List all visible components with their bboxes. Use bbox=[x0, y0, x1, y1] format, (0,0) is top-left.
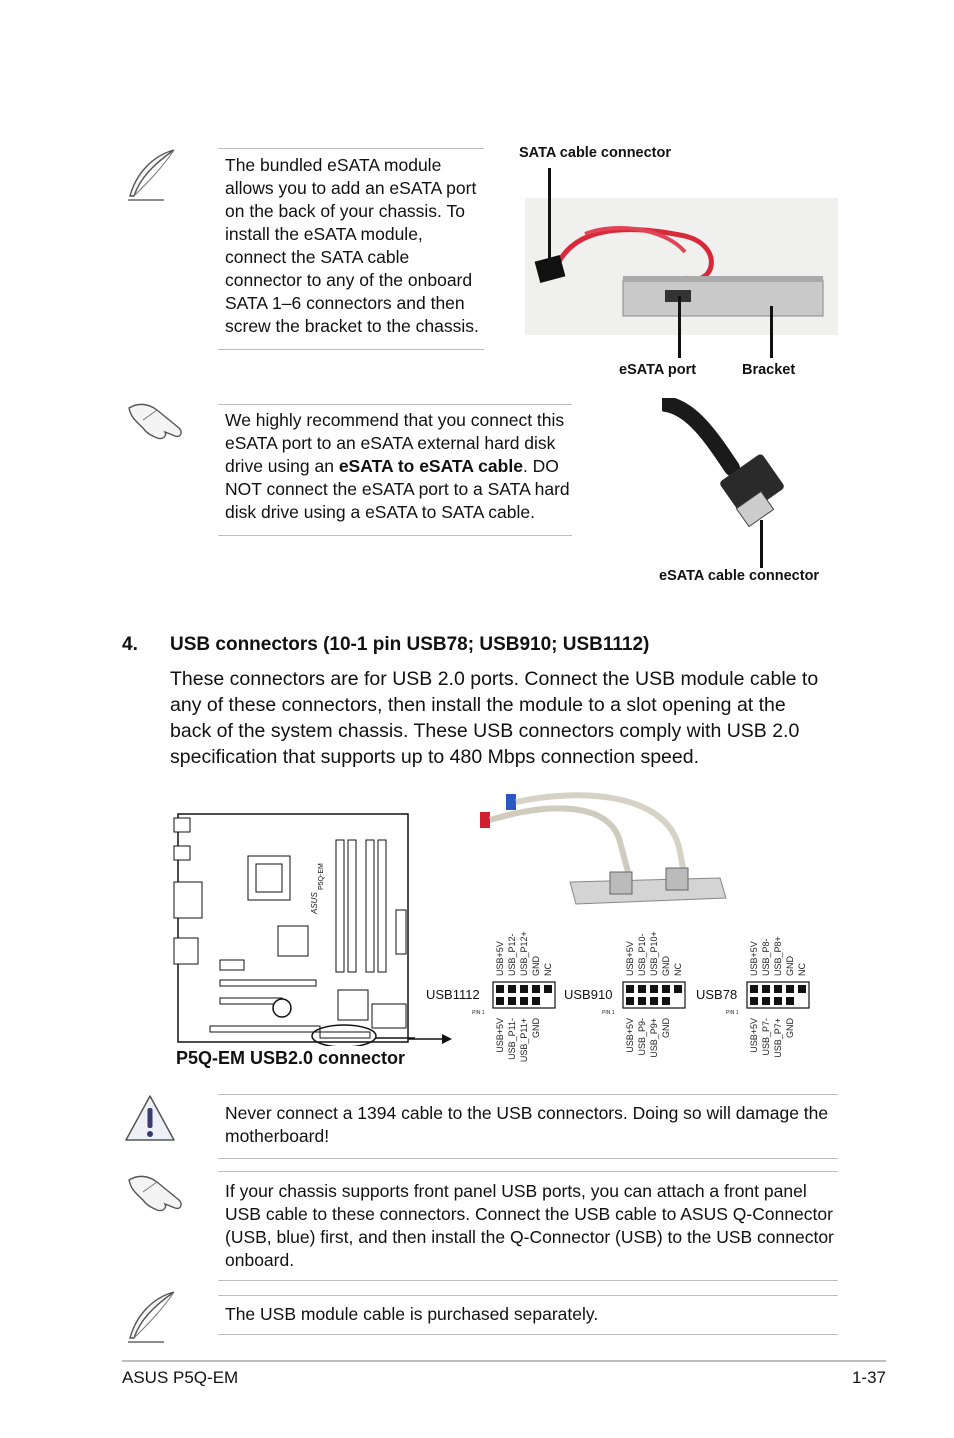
board-brand-label: ASUS bbox=[310, 892, 319, 914]
pin-label-top: GND bbox=[661, 956, 671, 976]
esata-cable-photo bbox=[662, 398, 802, 538]
label-sata-cable-connector: SATA cable connector bbox=[519, 145, 672, 161]
pin-label-top: GND bbox=[531, 956, 541, 976]
pin-top bbox=[626, 985, 634, 993]
pin-label-bottom: USB+5V bbox=[625, 1018, 635, 1053]
pin-top bbox=[638, 985, 646, 993]
connector-name: USB1112 bbox=[426, 987, 480, 1002]
pin-label-bottom: USB+5V bbox=[495, 1018, 505, 1053]
note-hand-icon bbox=[125, 398, 187, 444]
pin-top bbox=[496, 985, 504, 993]
usb-bracket-photo bbox=[470, 782, 735, 914]
pin-label-top: USB+5V bbox=[749, 941, 759, 976]
pin-top bbox=[798, 985, 806, 993]
pin-label-top: USB_P8- bbox=[761, 938, 771, 976]
note-warning: Never connect a 1394 cable to the USB connectors. Doing so will damage the motherboard! bbox=[225, 1103, 829, 1146]
note-recommend-part2: . DO NOT connect the eSATA port to a SATA hard disk drive using a eSATA to SATA cable. bbox=[225, 456, 570, 522]
note-recommend-bold: eSATA to eSATA cable bbox=[338, 456, 523, 476]
board-model-label: P5Q-EM bbox=[318, 863, 325, 890]
pin-top bbox=[650, 985, 658, 993]
pointer-esata-cable-connector bbox=[760, 520, 763, 568]
section-heading bbox=[122, 634, 649, 656]
pin-label-bottom: GND bbox=[531, 1018, 541, 1038]
pin-label-bottom: USB_P11+ bbox=[519, 1018, 529, 1063]
pin-label-top: NC bbox=[673, 963, 683, 976]
pin-top bbox=[774, 985, 782, 993]
usb-connector-diagrams bbox=[420, 918, 840, 1074]
pin-label-bottom: USB_P7- bbox=[761, 1018, 771, 1056]
pointer-bracket bbox=[770, 306, 773, 358]
pin-label-top: USB_P10+ bbox=[649, 931, 659, 976]
pin-bottom bbox=[496, 997, 504, 1005]
warning-icon bbox=[124, 1094, 176, 1144]
pin-label-top: USB_P12+ bbox=[519, 931, 529, 976]
footer-left: ASUS P5Q-EM bbox=[122, 1368, 239, 1387]
pin1-marker: PIN 1 bbox=[472, 1010, 485, 1016]
pin-label-top: USB_P12- bbox=[507, 933, 517, 976]
pin-top bbox=[508, 985, 516, 993]
pin-top bbox=[762, 985, 770, 993]
note-purchased: The USB module cable is purchased separately. bbox=[225, 1304, 599, 1324]
pin-label-top: NC bbox=[797, 963, 807, 976]
pin-bottom bbox=[520, 997, 528, 1005]
esata-bracket-photo bbox=[525, 198, 838, 335]
pin-bottom bbox=[638, 997, 646, 1005]
pin-label-top: USB+5V bbox=[495, 941, 505, 976]
note-recommend bbox=[225, 409, 571, 524]
pin-top bbox=[662, 985, 670, 993]
pin-top bbox=[750, 985, 758, 993]
pin-top bbox=[674, 985, 682, 993]
pin-bottom bbox=[508, 997, 516, 1005]
pin-label-bottom: USB_P9- bbox=[637, 1018, 647, 1056]
pin-bottom bbox=[626, 997, 634, 1005]
pin-bottom bbox=[774, 997, 782, 1005]
note-feather-icon bbox=[122, 148, 182, 206]
motherboard-diagram bbox=[170, 810, 415, 1046]
pin-bottom bbox=[762, 997, 770, 1005]
section-title: USB connectors (10-1 pin USB78; USB910; USB1112) bbox=[170, 634, 650, 655]
pin-top bbox=[532, 985, 540, 993]
pin-label-bottom: USB+5V bbox=[749, 1018, 759, 1053]
section-number: 4. bbox=[122, 634, 138, 655]
pin-label-top: USB_P10- bbox=[637, 933, 647, 976]
note-hand-icon-2 bbox=[125, 1170, 187, 1216]
pin-label-top: GND bbox=[785, 956, 795, 976]
pin-label-bottom: USB_P9+ bbox=[649, 1018, 659, 1058]
pin-top bbox=[520, 985, 528, 993]
connector-name: USB78 bbox=[696, 987, 738, 1002]
pin-bottom bbox=[662, 997, 670, 1005]
pin-label-top: USB+5V bbox=[625, 941, 635, 976]
pin1-marker: PIN 1 bbox=[726, 1010, 739, 1016]
label-esata-cable-connector: eSATA cable connector bbox=[659, 568, 820, 584]
pin-bottom bbox=[750, 997, 758, 1005]
pin-label-top: USB_P8+ bbox=[773, 936, 783, 976]
label-esata-port: eSATA port bbox=[619, 362, 697, 378]
pointer-esata-port bbox=[678, 296, 681, 358]
connector-name: USB910 bbox=[564, 987, 613, 1002]
note-esata-module: The bundled eSATA module allows you to add an eSATA port on the back of your chassis. To install the eSATA module, connect the SATA cable connector to any of the onboard SATA 1–6 connectors and then screw the bracket to the chassis. bbox=[225, 155, 479, 336]
note-feather-icon-2 bbox=[122, 1290, 182, 1348]
pin-top bbox=[786, 985, 794, 993]
pointer-sata-connector bbox=[548, 168, 551, 258]
pin1-marker: PIN 1 bbox=[602, 1010, 615, 1016]
section-body: These connectors are for USB 2.0 ports. Connect the USB module cable to any of these connectors, then install the module to a slot opening at the back of the system chassis. These USB connectors comply with USB 2.0 specification that supports up to 480 Mbps connection speed. bbox=[170, 668, 819, 768]
footer-right: 1-37 bbox=[851, 1368, 886, 1387]
footer-rule bbox=[122, 1360, 886, 1362]
pin-top bbox=[544, 985, 552, 993]
pin-label-bottom: USB_P7+ bbox=[773, 1018, 783, 1058]
diagram-caption: P5Q-EM USB2.0 connector bbox=[176, 1048, 406, 1068]
label-bracket: Bracket bbox=[742, 362, 796, 378]
pin-bottom bbox=[532, 997, 540, 1005]
pin-bottom bbox=[650, 997, 658, 1005]
pin-label-bottom: GND bbox=[661, 1018, 671, 1038]
pin-label-top: NC bbox=[543, 963, 553, 976]
note-recommend-part1: We highly recommend that you connect this eSATA port to an eSATA external hard disk drive using an bbox=[225, 410, 565, 476]
pin-label-bottom: GND bbox=[785, 1018, 795, 1038]
note-front-panel: If your chassis supports front panel USB ports, you can attach a front panel USB cable to these connectors. Connect the USB cable to ASUS Q-Connector (USB, blue) first, and then install the Q-Connector (USB) to the USB connector onboard. bbox=[225, 1181, 834, 1270]
pin-label-bottom: USB_P11- bbox=[507, 1018, 517, 1060]
pin-bottom bbox=[786, 997, 794, 1005]
